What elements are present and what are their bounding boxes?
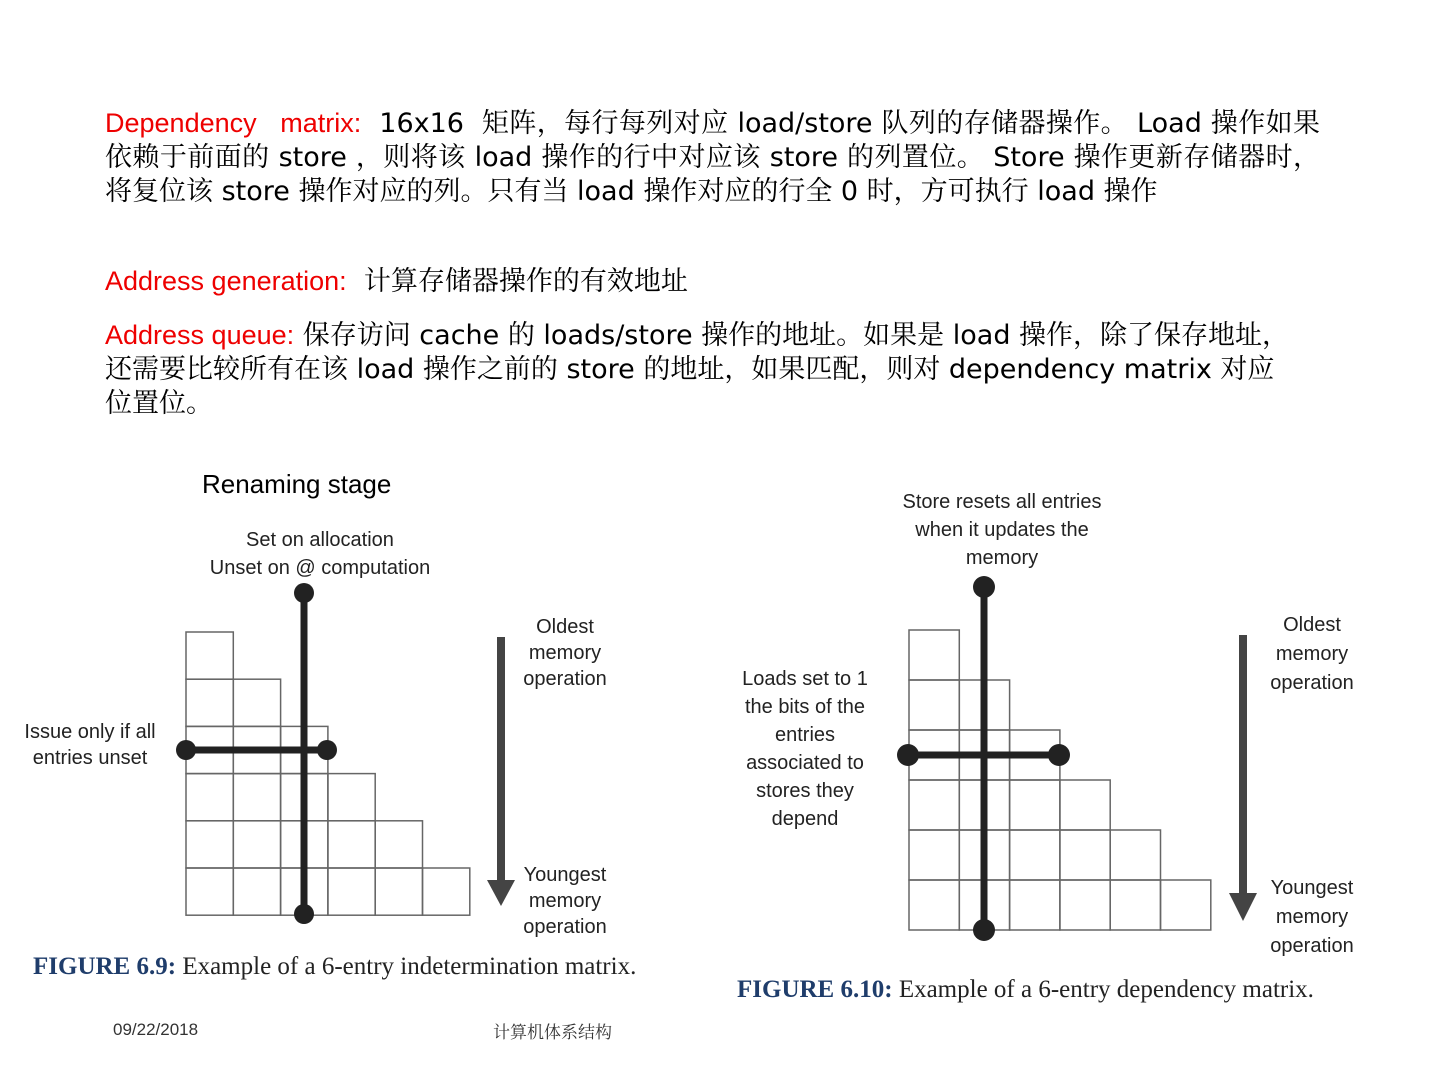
right-fig-top-line-2: when it updates the (915, 519, 1089, 541)
right-arrow-head-icon (1229, 893, 1257, 921)
matrix-cell (375, 821, 422, 868)
matrix-cell (1161, 880, 1211, 930)
matrix-cell (909, 880, 959, 930)
footer-date: 09/22/2018 (113, 1020, 199, 1039)
left-vertical-bar-bottom-dot (294, 904, 314, 924)
right-vertical-bar-top-dot (973, 576, 995, 598)
left-fig-oldest-line-3: operation (523, 668, 607, 690)
matrix-cell (1110, 880, 1160, 930)
matrix-cell (909, 630, 959, 680)
matrix-cell (909, 830, 959, 880)
right-fig-top-line-3: memory (965, 547, 1039, 569)
left-fig-youngest-line-3: operation (523, 916, 607, 938)
right-fig-loads-line-5: stores they (756, 780, 854, 802)
right-fig-top-line-1: Store resets all entries (902, 491, 1102, 513)
right-fig-loads-line-6: depend (771, 808, 839, 830)
figure-6-10-text: Example of a 6-entry dependency matrix. (892, 976, 1314, 1003)
matrix-cell (328, 821, 375, 868)
footer-course-title: 计算机体系结构 (493, 1023, 612, 1042)
right-vertical-bar-bottom-dot (973, 919, 995, 941)
right-fig-youngest-line-3: operation (1270, 935, 1354, 957)
left-age-arrow (487, 637, 515, 906)
left-arrow-head-icon (487, 880, 515, 906)
matrix-cell (1060, 830, 1110, 880)
matrix-cell (328, 868, 375, 915)
matrix-cell (1060, 880, 1110, 930)
matrix-cell (233, 679, 280, 726)
matrix-cell (186, 774, 233, 821)
left-fig-top-line-1: Set on allocation (246, 529, 394, 551)
matrix-cell (186, 821, 233, 868)
text-dependency-matrix: 16x16 矩阵，每行每列对应 load/store 队列的存储器操作。 Load 操作如果依赖于前面的 store ，则将该 load 操作的行中对应该 store 的列置位。 Store 操作更新存储器时，将复位该 store 操作对应的列。只有当 load 操作对应的行全 0 时，方可执行 load 操作 (105, 108, 1320, 207)
matrix-cell (233, 868, 280, 915)
right-fig-loads-line-3: entries (774, 724, 836, 746)
right-fig-youngest-line-1: Youngest (1270, 877, 1354, 899)
term-address-generation: Address generation: (105, 266, 347, 296)
right-fig-loads-line-4: associated to (746, 752, 864, 774)
right-horizontal-bar-left-dot (897, 744, 919, 766)
left-fig-issue-line-2: entries unset (32, 747, 148, 769)
left-fig-youngest-line-2: memory (528, 890, 602, 912)
right-fig-oldest-line-1: Oldest (1283, 614, 1341, 636)
figure-6-9-number: FIGURE 6.9: (33, 953, 177, 980)
left-fig-oldest-line-2: memory (528, 642, 602, 664)
matrix-cell (1010, 830, 1060, 880)
left-fig-top-line-2: Unset on @ computation (209, 557, 431, 579)
renaming-stage-label: Renaming stage (202, 469, 392, 499)
matrix-cell (233, 821, 280, 868)
left-fig-youngest-line-1: Youngest (523, 864, 607, 886)
matrix-cell (1010, 780, 1060, 830)
right-horizontal-bar-right-dot (1048, 744, 1070, 766)
text-address-generation: 计算存储器操作的有效地址 (346, 266, 688, 297)
matrix-cell (186, 679, 233, 726)
matrix-cell (375, 868, 422, 915)
matrix-cell (423, 868, 470, 915)
right-fig-oldest-line-3: operation (1270, 672, 1354, 694)
term-dependency-matrix: Dependency matrix: (105, 108, 362, 138)
left-fig-oldest-line-1: Oldest (536, 616, 594, 638)
matrix-cell (186, 868, 233, 915)
right-fig-loads-line-1: Loads set to 1 (742, 668, 868, 690)
text-address-queue: 保存访问 cache 的 loads/store 操作的地址。如果是 load 操作，除了保存地址，还需要比较所有在该 load 操作之前的 store 的地址，如果匹配，则对 dependency matrix 对应位置位。 (105, 320, 1290, 419)
right-fig-loads-line-2: the bits of the (744, 696, 866, 718)
matrix-cell (233, 774, 280, 821)
right-fig-youngest-line-2: memory (1275, 906, 1349, 928)
figure-6-9-text: Example of a 6-entry indetermination matrix. (176, 953, 637, 980)
matrix-cell (1060, 780, 1110, 830)
matrix-cell (1010, 880, 1060, 930)
matrix-cell (328, 774, 375, 821)
left-horizontal-bar-left-dot (176, 740, 196, 760)
matrix-cell (1110, 830, 1160, 880)
left-matrix-bars (176, 583, 337, 924)
matrix-cell (186, 632, 233, 679)
left-horizontal-bar-right-dot (317, 740, 337, 760)
left-fig-issue-line-1: Issue only if all (24, 721, 156, 743)
left-indetermination-matrix-grid (186, 632, 470, 915)
right-age-arrow (1229, 635, 1257, 921)
matrix-cell (909, 680, 959, 730)
matrix-cell (909, 780, 959, 830)
term-address-queue: Address queue: (105, 320, 295, 350)
right-dependency-matrix-grid (909, 630, 1211, 930)
figure-6-10-number: FIGURE 6.10: (737, 976, 893, 1003)
left-vertical-bar-top-dot (294, 583, 314, 603)
right-fig-oldest-line-2: memory (1275, 643, 1349, 665)
